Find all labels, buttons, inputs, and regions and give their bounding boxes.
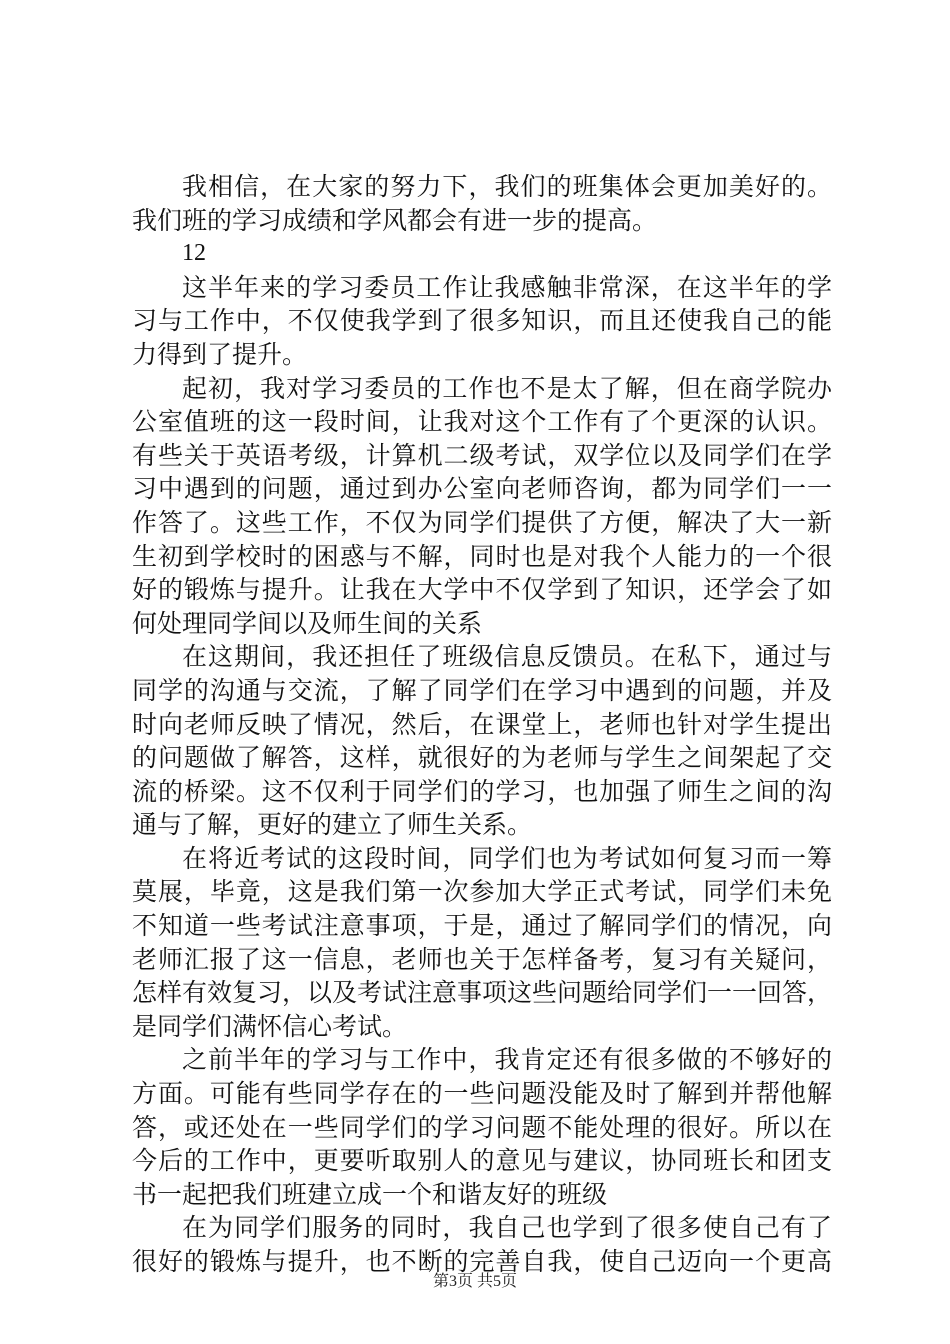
text-line: 力得到了提升。 — [132, 339, 308, 369]
text-line: 在将近考试的这段时间，同学们也为考试如何复习而一筹 — [182, 843, 832, 873]
text-line: 12 — [182, 240, 206, 267]
text-line: 起初，我对学习委员的工作也不是太了解，但在商学院办 — [182, 373, 832, 403]
document-body — [132, 170, 832, 1279]
text-line: 我们班的学习成绩和学风都会有进一步的提高。 — [132, 205, 658, 235]
page-footer — [0, 1268, 950, 1291]
text-line: 老师汇报了这一信息，老师也关于怎样备考，复习有关疑问， — [132, 944, 832, 974]
text-line: 莫展，毕竟，这是我们第一次参加大学正式考试，同学们未免 — [132, 877, 832, 907]
text-line: 很好的锻炼与提升，也不断的完善自我，使自己迈向一个更高 — [132, 1247, 832, 1276]
text-line: 何处理同学间以及师生间的关系 — [132, 608, 483, 638]
text-line: 通与了解，更好的建立了师生关系。 — [132, 810, 533, 840]
text-line: 不知道一些考试注意事项，于是，通过了解同学们的情况，向 — [132, 911, 832, 941]
text-line: 公室值班的这一段时间，让我对这个工作有了个更深的认识。 — [132, 407, 832, 437]
text-line: 怎样有效复习，以及考试注意事项这些问题给同学们一一回答， — [132, 978, 832, 1008]
text-line: 今后的工作中，更要听取别人的意见与建议，协同班长和团支 — [132, 1146, 832, 1176]
text-line: 习中遇到的问题，通过到办公室向老师咨询，都为同学们一一 — [132, 474, 832, 504]
text-line: 习与工作中，不仅使我学到了很多知识，而且还使我自己的能 — [132, 306, 832, 336]
text-line: 在这期间，我还担任了班级信息反馈员。在私下，通过与 — [182, 642, 832, 672]
text-line: 这半年来的学习委员工作让我感触非常深，在这半年的学 — [182, 272, 832, 302]
text-line: 同学的沟通与交流，了解了同学们在学习中遇到的问题，并及 — [132, 675, 832, 705]
text-line: 之前半年的学习与工作中，我肯定还有很多做的不够好的 — [182, 1045, 832, 1075]
page-number-text: 第3页 共5页 — [432, 1273, 517, 1290]
text-line: 好的锻炼与提升。让我在大学中不仅学到了知识，还学会了如 — [132, 575, 832, 605]
text-line: 作答了。这些工作，不仅为同学们提供了方便，解决了大一新 — [132, 507, 832, 537]
text-line: 我相信，在大家的努力下，我们的班集体会更加美好的。 — [182, 172, 832, 201]
text-line: 在为同学们服务的同时，我自己也学到了很多使自己有了 — [182, 1213, 832, 1243]
text-line: 的问题做了解答，这样，就很好的为老师与学生之间架起了交 — [132, 743, 832, 773]
text-line: 方面。可能有些同学存在的一些问题没能及时了解到并帮他解 — [132, 1079, 832, 1109]
text-line: 时向老师反映了情况，然后，在课堂上，老师也针对学生提出 — [132, 709, 832, 739]
text-line: 流的桥梁。这不仅利于同学们的学习，也加强了师生之间的沟 — [132, 776, 832, 806]
text-line: 是同学们满怀信心考试。 — [132, 1011, 408, 1041]
text-line: 答，或还处在一些同学们的学习问题不能处理的很好。所以在 — [132, 1112, 832, 1142]
text-line: 生初到学校时的困惑与不解，同时也是对我个人能力的一个很 — [132, 541, 832, 571]
text-line: 书一起把我们班建立成一个和谐友好的班级 — [132, 1179, 608, 1209]
text-line: 有些关于英语考级，计算机二级考试，双学位以及同学们在学 — [132, 440, 832, 470]
